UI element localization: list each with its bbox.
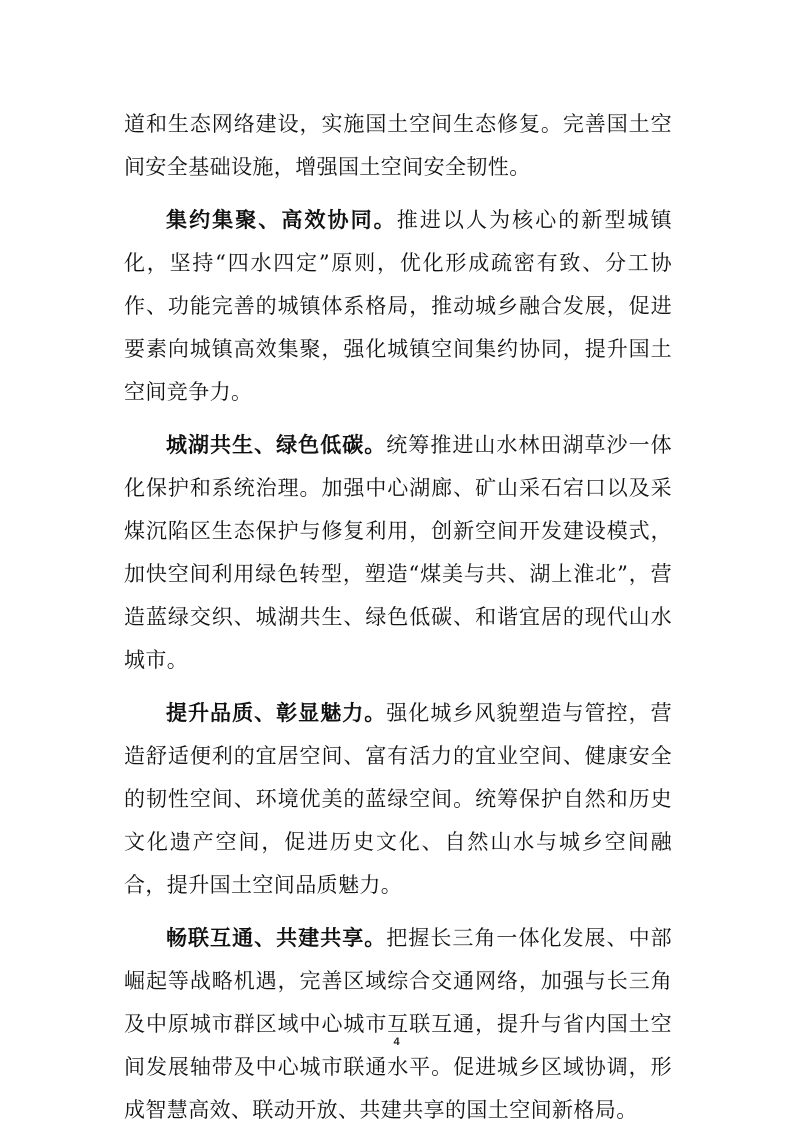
document-body	[124, 103, 672, 1132]
paragraph-quality-charm	[124, 692, 672, 907]
paragraph-lead: 城湖共生、绿色低碳。	[166, 433, 387, 457]
paragraph-city-lake-symbiosis	[124, 424, 672, 682]
page-number: 4	[393, 1036, 400, 1048]
paragraph-text: 强化城乡风貌塑造与管控，营造舒适便利的宜居空间、富有活力的宜业空间、健康安全的韧性空间、环境优美的蓝绿空间。统筹保护自然和历史文化遗产空间，促进历史文化、自然山水与城乡空间融合，提升国土空间品质魅力。	[124, 701, 673, 897]
paragraph-text: 道和生态网络建设，实施国土空间生态修复。完善国土空间安全基础设施，增强国土空间安全韧性。	[124, 112, 672, 179]
paragraph-lead: 提升品质、彰显魅力。	[166, 701, 387, 725]
paragraph-connectivity-sharing	[124, 917, 672, 1132]
paragraph-lead: 集约集聚、高效协同。	[166, 208, 397, 232]
paragraph-text: 把握长三角一体化发展、中部崛起等战略机遇，完善区域综合交通网络，加强与长三角及中原城市群区域中心城市互联互通，提升与省内国土空间发展轴带及中心城市联通水平。促进城乡区域协调，形成智慧高效、联动开放、共建共享的国土空间新格局。	[124, 926, 673, 1122]
paragraph-lead: 畅联互通、共建共享。	[166, 926, 387, 950]
paragraph-text: 统筹推进山水林田湖草沙一体化保护和系统治理。加强中心湖廊、矿山采石宕口以及采煤沉陷区生态保护与修复利用，创新空间开发建设模式，加快空间利用绿色转型，塑造“煤美与共、湖上淮北”，营造蓝绿交织、城湖共生、绿色低碳、和谐宜居的现代山水城市。	[124, 433, 673, 672]
paragraph-ecological-security	[124, 103, 672, 189]
paragraph-intensive-agglomeration	[124, 199, 672, 414]
paragraph-text: 推进以人为核心的新型城镇化，坚持“四水四定”原则，优化形成疏密有致、分工协作、功能完善的城镇体系格局，推动城乡融合发展，促进要素向城镇高效集聚，强化城镇空间集约协同，提升国土空间竞争力。	[124, 208, 672, 404]
